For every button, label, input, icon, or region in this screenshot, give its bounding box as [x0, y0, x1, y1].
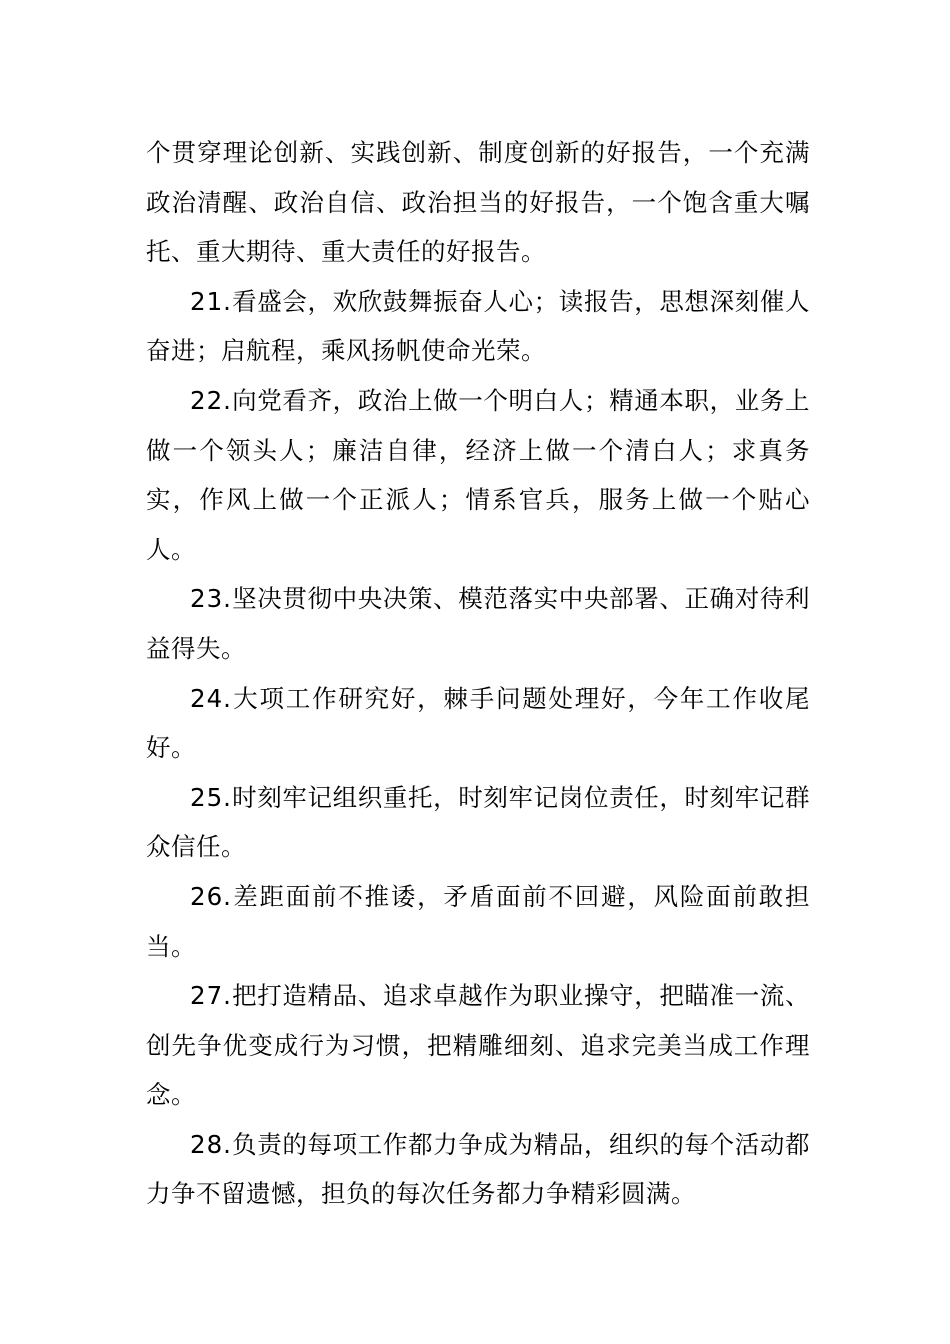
paragraph-text: 坚决贯彻中央决策、模范落实中央部署、正确对待利益得失。	[146, 584, 810, 663]
paragraph-number: 21.	[190, 286, 232, 316]
paragraph-25	[146, 773, 810, 872]
paragraph-continuation	[146, 128, 810, 277]
paragraph-text: 看盛会，欢欣鼓舞振奋人心；读报告，思想深刻催人奋进；启航程，乘风扬帆使命光荣。	[146, 286, 810, 366]
paragraph-27	[146, 971, 810, 1120]
paragraph-23	[146, 574, 810, 673]
paragraph-text: 差距面前不推诿，矛盾面前不回避，风险面前敢担当。	[146, 881, 810, 961]
paragraph-number: 26.	[190, 881, 232, 911]
paragraph-number: 22.	[190, 385, 232, 415]
paragraph-26	[146, 872, 810, 971]
paragraph-text: 向党看齐，政治上做一个明白人；精通本职，业务上做一个领头人；廉洁自律，经济上做一个清白人；求真务实，作风上做一个正派人；情系官兵，服务上做一个贴心人。	[146, 385, 810, 564]
paragraph-28	[146, 1120, 810, 1219]
paragraph-text: 把打造精品、追求卓越作为职业操守，把瞄准一流、创先争优变成行为习惯，把精雕细刻、追求完美当成工作理念。	[146, 981, 810, 1110]
paragraph-24	[146, 674, 810, 773]
paragraph-number: 28.	[190, 1129, 232, 1159]
document-body	[146, 128, 810, 1219]
paragraph-text: 个贯穿理论创新、实践创新、制度创新的好报告，一个充满政治清醒、政治自信、政治担当的好报告，一个饱含重大嘱托、重大期待、重大责任的好报告。	[146, 138, 810, 267]
paragraph-number: 25.	[190, 782, 232, 812]
paragraph-number: 27.	[190, 981, 232, 1011]
paragraph-number: 23.	[190, 584, 232, 614]
paragraph-21	[146, 277, 810, 376]
paragraph-text: 大项工作研究好，棘手问题处理好，今年工作收尾好。	[146, 683, 810, 763]
paragraph-text: 负责的每项工作都力争成为精品，组织的每个活动都力争不留遗憾，担负的每次任务都力争精彩圆满。	[146, 1129, 810, 1209]
paragraph-text: 时刻牢记组织重托，时刻牢记岗位责任，时刻牢记群众信任。	[146, 782, 810, 862]
paragraph-22	[146, 376, 810, 574]
paragraph-number: 24.	[190, 683, 232, 713]
